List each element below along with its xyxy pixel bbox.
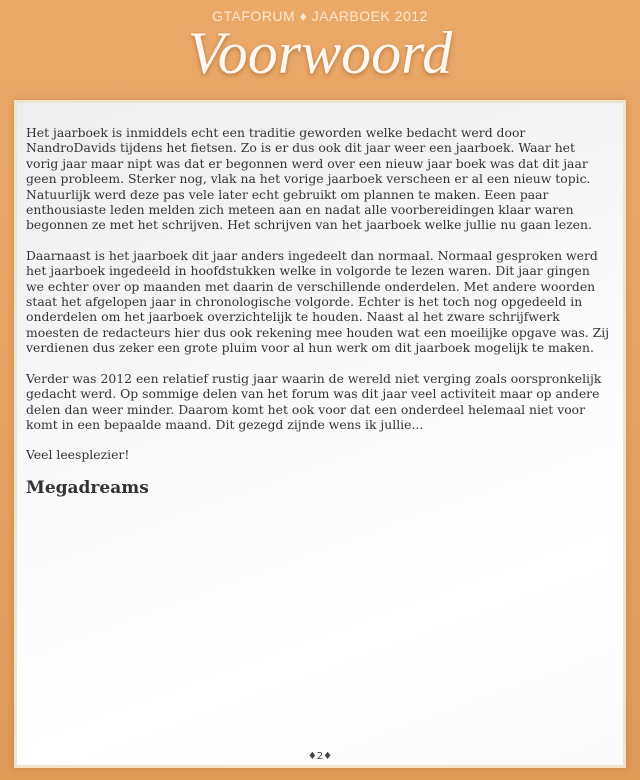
paragraph-2: Daarnaast is het jaarboek dit jaar anders ingedeelt dan normaal. Normaal gesproken werd het jaarboek ingedeeld in hoofdstukken welke in volgorde te lezen waren. Dit jaar gingen we echter over op maanden met daarin de verschillende onderdelen. Met andere woorden staat het afgelopen jaar in chronologische volgorde. Echter is het toch nog opgedeeld in onderdelen om het jaarboek overzichtelijk te houden. Naast al het zware schrijfwerk moesten de redacteurs hier dus ook rekening mee houden wat een moeilijke opgave was. Zij verdienen dus zeker een grote pluim voor al hun werk om dit jaarboek mogelijk te maken. [26, 247, 610, 356]
author-signature: Megadreams [26, 477, 149, 498]
paragraph-1: Het jaarboek is inmiddels echt een traditie geworden welke bedacht werd door NandroDavids tijdens het fietsen. Zo is er dus ook dit jaar weer een jaarboek. Waar het vorig jaar maar nipt was dat er begonnen werd over een nieuw jaar boek was dat dit jaar geen probleem. Sterker nog, vlak na het vorige jaarboek verscheen er al een nieuw topic. Natuurlijk werd deze pas vele later echt gebruikt om plannen te maken. Eeen paar enthousiaste leden melden zich meteen aan en nadat alle voorbereidingen klaar waren begonnen ze met het schrijven. Het schrijven van het jaarboek welke jullie nu gaan lezen. [26, 125, 592, 233]
page-title: Voorwoord [187, 20, 453, 86]
article-body [26, 125, 610, 496]
paragraph-3: Verder was 2012 een relatief rustig jaar waarin de wereld niet verging zoals oorspronkelijk gedacht werd. Op sommige delen van het forum was dit jaar veel activiteit maar op andere delen dan weer minder. Daarom komt het ook voor dat een onderdeel helemaal niet voor komt in een bepaalde maand. Dit gezegd zijnde wens ik jullie... [26, 370, 602, 432]
page-number: ♦2♦ [307, 751, 333, 762]
paragraph-4: Veel leesplezier! [26, 447, 130, 463]
yearbook-header: GTAFORUM ♦ JAARBOEK 2012 [212, 8, 428, 24]
